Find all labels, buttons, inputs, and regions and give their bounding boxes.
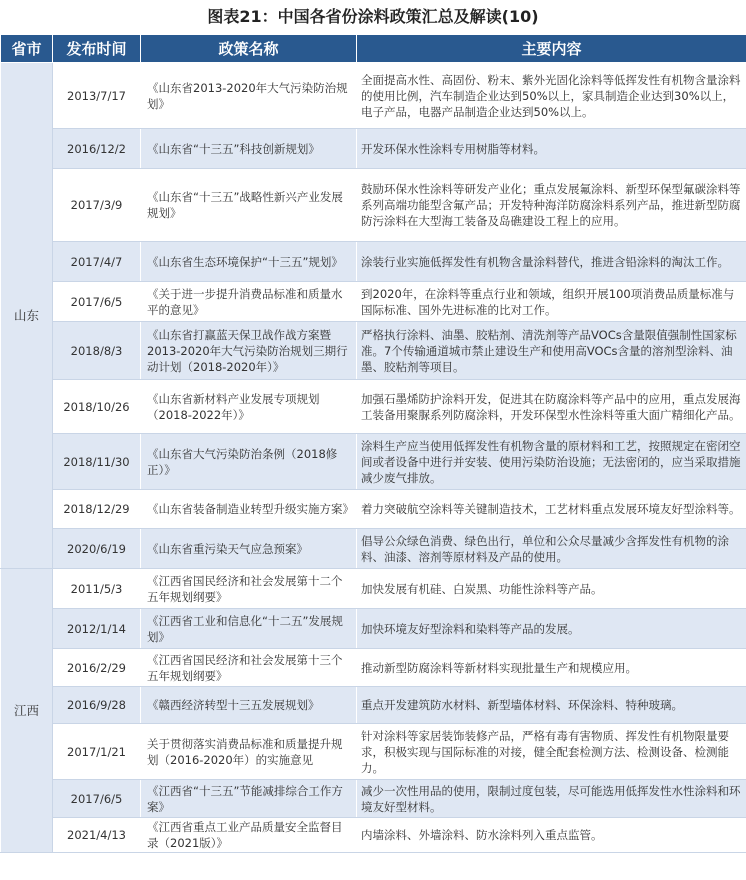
date-cell: 2020/6/19 [53, 529, 141, 569]
date-cell: 2017/6/5 [53, 282, 141, 322]
date-cell: 2017/1/21 [53, 724, 141, 780]
policy-name-cell: 《江西省工业和信息化“十二五”发展规划》 [141, 609, 357, 649]
policy-name-cell: 《江西省国民经济和社会发展第十三个五年规划纲要》 [141, 649, 357, 687]
date-cell: 2018/10/26 [53, 380, 141, 434]
policy-name-cell: 《江西省“十三五”节能减排综合工作方案》 [141, 780, 357, 818]
table-row [1, 169, 746, 242]
province-cell-jiangxi: 江西 [1, 569, 53, 853]
content-cell: 推动新型防腐涂料等新材料实现批量生产和规模应用。 [357, 649, 746, 687]
policy-name-cell: 关于贯彻落实消费品标准和质量提升规划（2016-2020年）的实施意见 [141, 724, 357, 780]
date-cell: 2016/12/2 [53, 129, 141, 169]
policy-table [0, 34, 746, 853]
table-row [1, 322, 746, 380]
table-row [1, 63, 746, 129]
table-row [1, 529, 746, 569]
content-cell: 减少一次性用品的使用，限制过度包装，尽可能选用低挥发性水性涂料和环境友好型材料。 [357, 780, 746, 818]
table-row [1, 242, 746, 282]
table-row [1, 687, 746, 724]
date-cell: 2012/1/14 [53, 609, 141, 649]
content-cell: 涂料生产应当使用低挥发性有机物含量的原材料和工艺，按照规定在密闭空间或者设备中进行并安装、使用污染防治设施；无法密闭的，应当采取措施减少废气排放。 [357, 434, 746, 490]
table-row [1, 434, 746, 490]
date-cell: 2018/12/29 [53, 490, 141, 529]
policy-name-cell: 《山东省装备制造业转型升级实施方案》 [141, 490, 357, 529]
content-cell: 到2020年，在涂料等重点行业和领域，组织开展100项消费品质量标准与国际标准、国外先进标准的比对工作。 [357, 282, 746, 322]
content-cell: 鼓励环保水性涂料等研发产业化；重点发展氟涂料、新型环保型氟碳涂料等系列高端功能型含氟产品；开发特种海洋防腐涂料系列产品，推进新型防腐防污涂料在大型海工装备及岛礁建设工程上的应用。 [357, 169, 746, 242]
content-cell: 重点开发建筑防水材料、新型墙体材料、环保涂料、特种玻璃。 [357, 687, 746, 724]
policy-name-cell: 《山东省新材料产业发展专项规划（2018-2022年）》 [141, 380, 357, 434]
date-cell: 2011/5/3 [53, 569, 141, 609]
content-cell: 针对涂料等家居装饰装修产品，严格有毒有害物质、挥发性有机物限量要求，积极实现与国际标准的对接，健全配套检测方法、检测设备、检测能力。 [357, 724, 746, 780]
policy-name-cell: 《山东省打赢蓝天保卫战作战方案暨2013-2020年大气污染防治规划三期行动计划（2018-2020年）》 [141, 322, 357, 380]
header-content: 主要内容 [357, 35, 746, 63]
policy-name-cell: 《山东省生态环境保护“十三五”规划》 [141, 242, 357, 282]
date-cell: 2021/4/13 [53, 818, 141, 853]
table-row [1, 569, 746, 609]
content-cell: 涂装行业实施低挥发性有机物含量涂料替代，推进含铅涂料的淘汰工作。 [357, 242, 746, 282]
date-cell: 2017/6/5 [53, 780, 141, 818]
table-row [1, 780, 746, 818]
date-cell: 2017/3/9 [53, 169, 141, 242]
policy-name-cell: 《山东省大气污染防治条例（2018修正）》 [141, 434, 357, 490]
date-cell: 2016/9/28 [53, 687, 141, 724]
header-province: 省市 [1, 35, 53, 63]
content-cell: 着力突破航空涂料等关键制造技术，工艺材料重点发展环境友好型涂料等。 [357, 490, 746, 529]
content-cell: 开发环保水性涂料专用树脂等材料。 [357, 129, 746, 169]
content-cell: 全面提高水性、高固份、粉末、紫外光固化涂料等低挥发性有机物含量涂料的使用比例，汽车制造企业达到50%以上，家具制造企业达到30%以上，电子产品，电器产品制造企业达到50%以上。 [357, 63, 746, 129]
header-date: 发布时间 [53, 35, 141, 63]
policy-name-cell: 《江西省重点工业产品质量安全监督目录（2021版）》 [141, 818, 357, 853]
policy-name-cell: 《关于进一步提升消费品标准和质量水平的意见》 [141, 282, 357, 322]
table-row [1, 818, 746, 853]
policy-name-cell: 《山东省“十三五”科技创新规划》 [141, 129, 357, 169]
date-cell: 2013/7/17 [53, 63, 141, 129]
content-cell: 加快发展有机硅、白炭黑、功能性涂料等产品。 [357, 569, 746, 609]
policy-name-cell: 《山东省“十三五”战略性新兴产业发展规划》 [141, 169, 357, 242]
table-row [1, 490, 746, 529]
date-cell: 2017/4/7 [53, 242, 141, 282]
table-row [1, 380, 746, 434]
policy-name-cell: 《山东省2013-2020年大气污染防治规划》 [141, 63, 357, 129]
content-cell: 加强石墨烯防护涂料开发，促进其在防腐涂料等产品中的应用，重点发展海工装备用聚脲系列防腐涂料，开发环保型水性涂料等重大面广精细化产品。 [357, 380, 746, 434]
table-row [1, 724, 746, 780]
content-cell: 内墙涂料、外墙涂料、防水涂料列入重点监管。 [357, 818, 746, 853]
date-cell: 2016/2/29 [53, 649, 141, 687]
table-row [1, 129, 746, 169]
header-policy-name: 政策名称 [141, 35, 357, 63]
content-cell: 加快环境友好型涂料和染料等产品的发展。 [357, 609, 746, 649]
table-row [1, 609, 746, 649]
page-title: 图表21：中国各省份涂料政策汇总及解读(10) [207, 7, 539, 26]
province-cell-shandong: 山东 [1, 63, 53, 569]
table-row [1, 649, 746, 687]
policy-name-cell: 《江西省国民经济和社会发展第十二个五年规划纲要》 [141, 569, 357, 609]
policy-name-cell: 《赣西经济转型十三五发展规划》 [141, 687, 357, 724]
date-cell: 2018/8/3 [53, 322, 141, 380]
table-header-row [1, 35, 746, 63]
policy-name-cell: 《山东省重污染天气应急预案》 [141, 529, 357, 569]
content-cell: 倡导公众绿色消费、绿色出行，单位和公众尽量减少含挥发性有机物的涂料、油漆、溶剂等原材料及产品的使用。 [357, 529, 746, 569]
table-row [1, 282, 746, 322]
date-cell: 2018/11/30 [53, 434, 141, 490]
content-cell: 严格执行涂料、油墨、胶粘剂、清洗剂等产品VOCs含量限值强制性国家标准。7个传输通道城市禁止建设生产和使用高VOCs含量的溶剂型涂料、油墨、胶粘剂等项目。 [357, 322, 746, 380]
